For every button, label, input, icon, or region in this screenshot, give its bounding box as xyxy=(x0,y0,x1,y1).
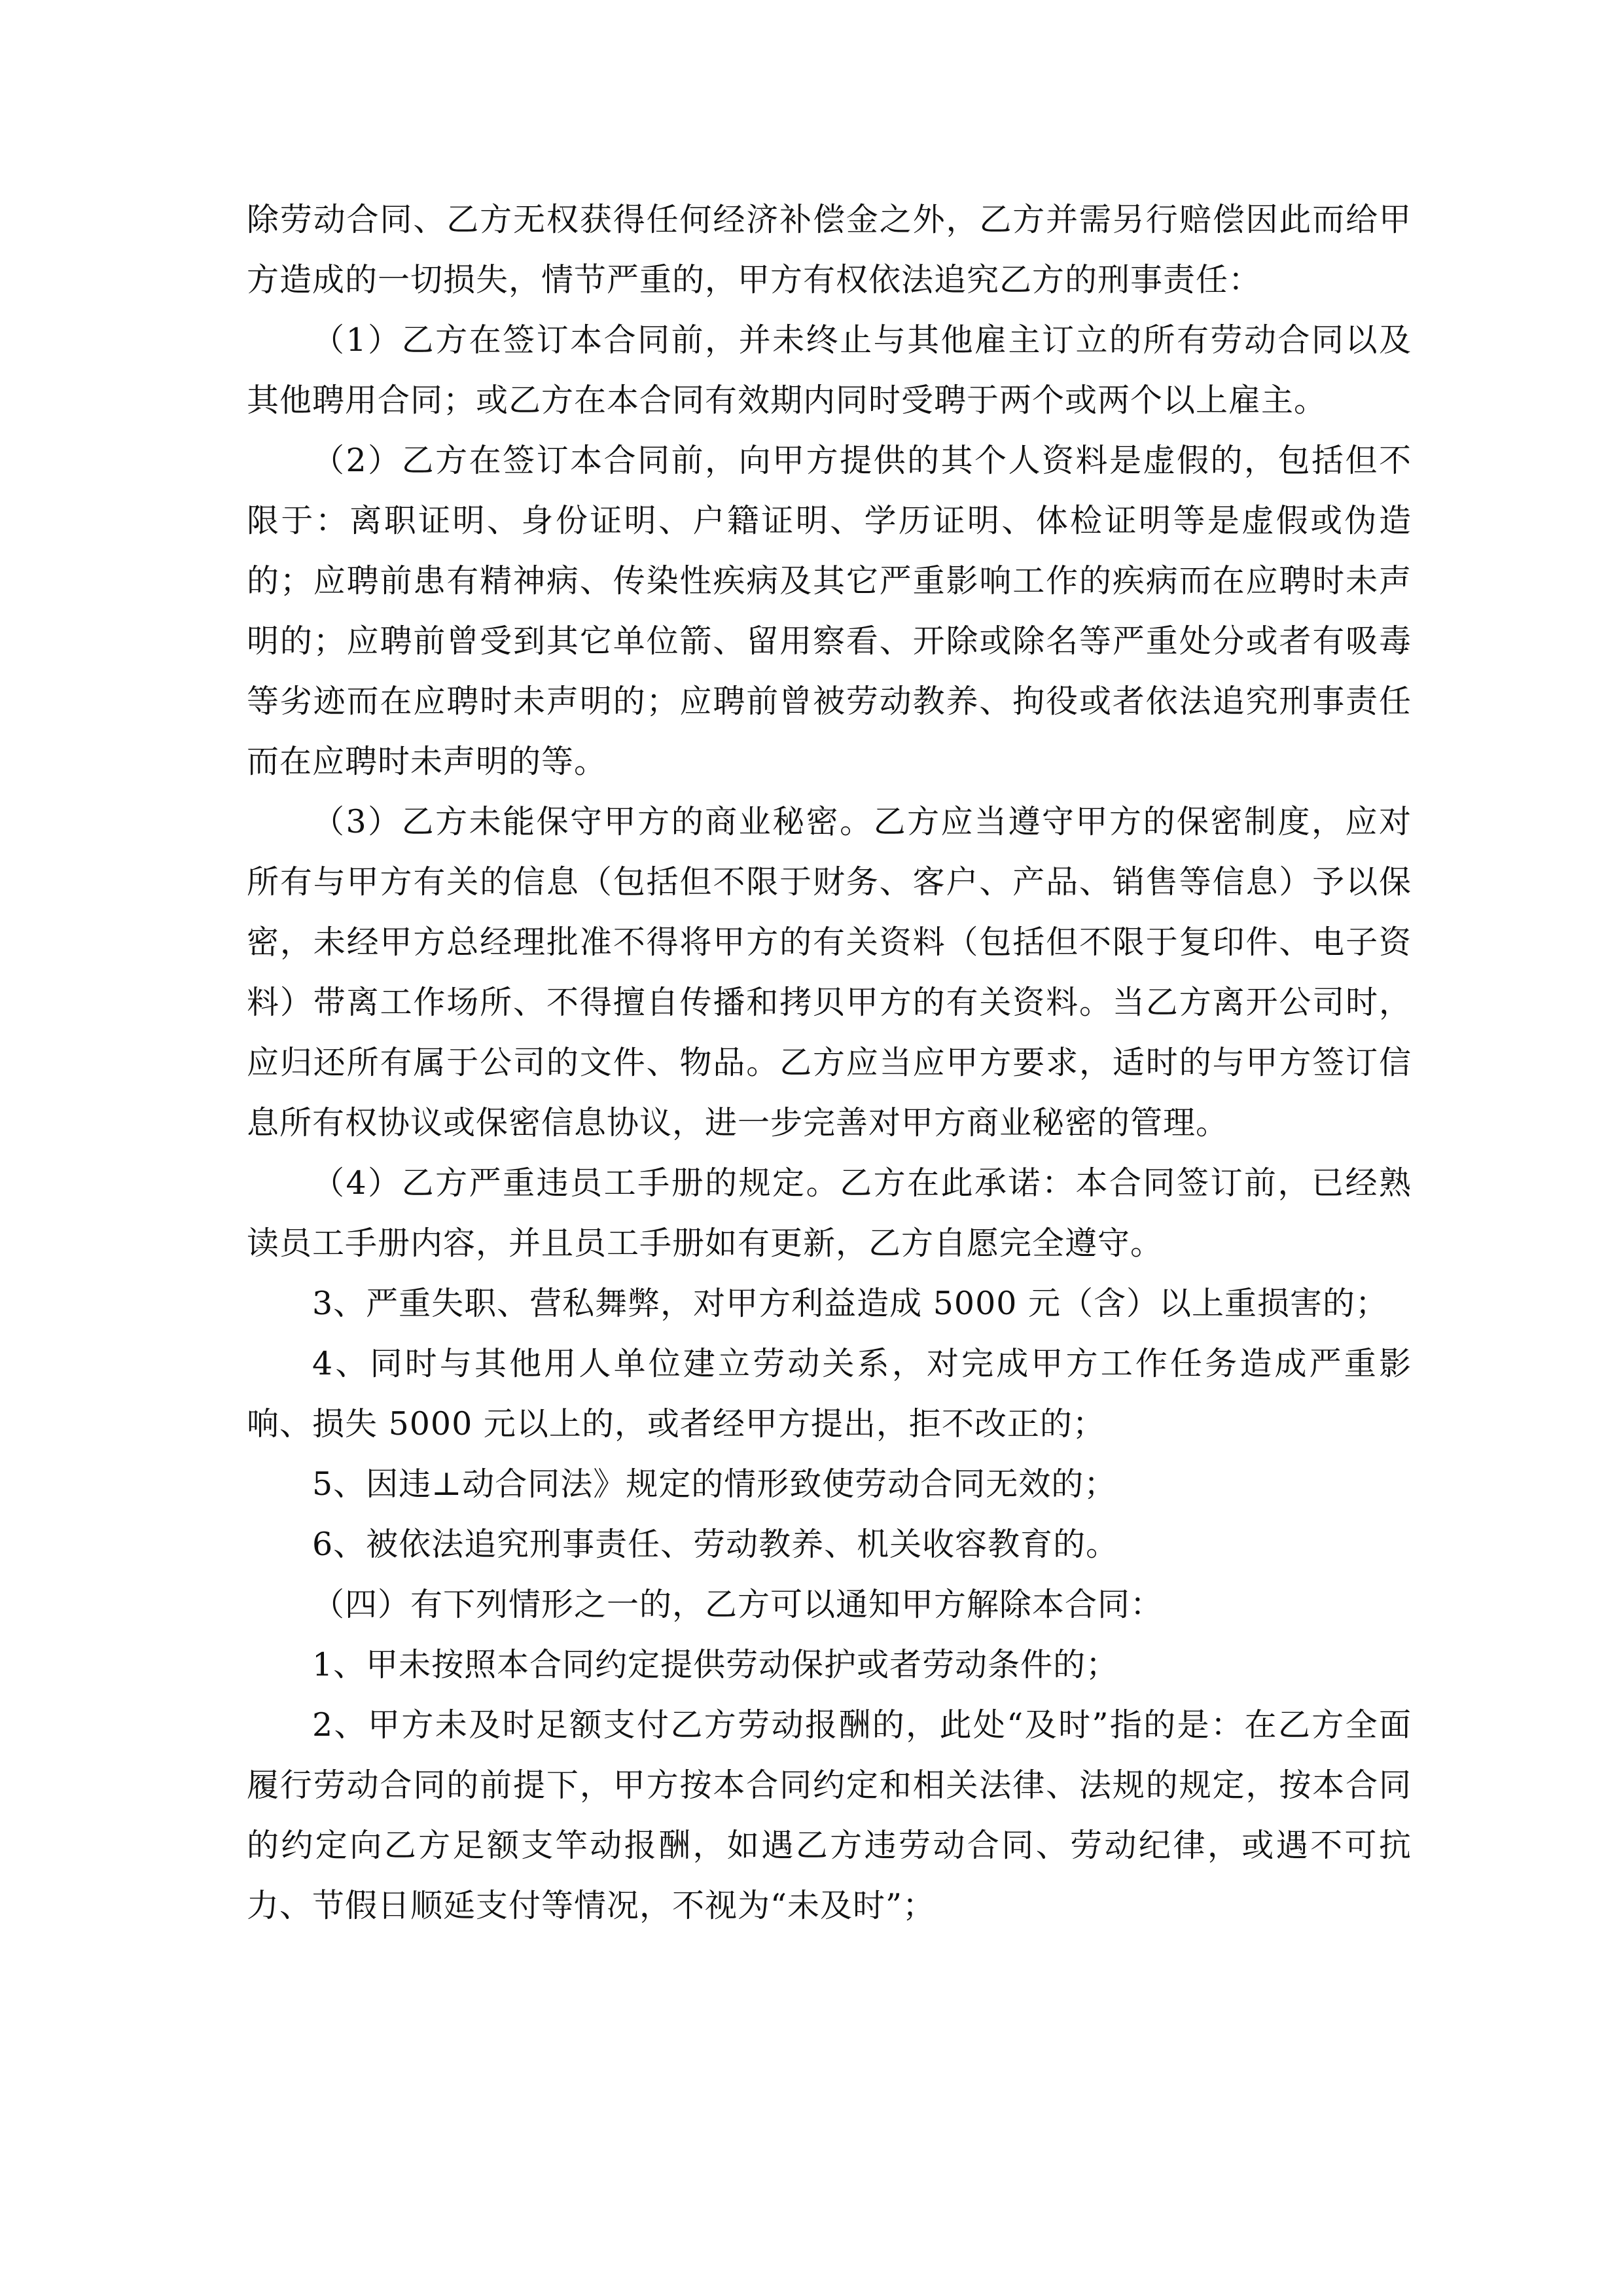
paragraph-item-4: （4）乙方严重违员工手册的规定。乙方在此承诺：本合同签订前，已经熟读员工手册内容，并且员工手册如有更新，乙方自愿完全遵守。 xyxy=(247,1164,1412,1262)
paragraph-item-2: （2）乙方在签订本合同前，向甲方提供的其个人资料是虚假的，包括但不限于：离职证明、身份证明、户籍证明、学历证明、体检证明等是虚假或伪造的；应聘前患有精神病、传染性疾病及其它严重影响工作的疾病而在应聘时未声明的；应聘前曾受到其它单位箭、留用察看、开除或除名等严重处分或者有吸毒等劣迹而在应聘时未声明的；应聘前曾被劳动教养、拘役或者依法追究刑事责任而在应聘时未声明的等。 xyxy=(247,442,1412,780)
paragraph-termination-1: 1、甲未按照本合同约定提供劳动保护或者劳动条件的； xyxy=(312,1646,1119,1683)
paragraph-clause-6: 6、被依法追究刑事责任、劳动教养、机关收容教育的。 xyxy=(312,1526,1119,1563)
paragraph-clause-4: 4、同时与其他用人单位建立劳动关系，对完成甲方工作任务造成严重影响、损失 5000 元以上的，或者经甲方提出，拒不改正的； xyxy=(247,1345,1412,1443)
paragraph-termination-2: 2、甲方未及时足额支付乙方劳动报酬的，此处“及时”指的是：在乙方全面履行劳动合同的前提下，甲方按本合同约定和相关法律、法规的规定，按本合同的约定向乙方足额支竿动报酬，如遇乙方违劳动合同、劳动纪律，或遇不可抗力、节假日顺延支付等情况，不视为“未及时”； xyxy=(247,1706,1412,1924)
paragraph-item-1: （1）乙方在签订本合同前，并未终止与其他雇主订立的所有劳动合同以及其他聘用合同；或乙方在本合同有效期内同时受聘于两个或两个以上雇主。 xyxy=(247,321,1412,419)
section-heading-4: （四）有下列情形之一的，乙方可以通知甲方解除本合同： xyxy=(312,1586,1164,1623)
paragraph-clause-5: 5、因违⊥动合同法》规定的情形致使劳动合同无效的； xyxy=(312,1465,1117,1503)
document-body xyxy=(247,190,1412,1936)
paragraph-clause-3: 3、严重失职、营私舞弊，对甲方利益造成 5000 元（含）以上重损害的； xyxy=(312,1285,1389,1322)
paragraph-compensation-clause: 除劳动合同、乙方无权获得任何经济补偿金之外，乙方并需另行赔偿因此而给甲方造成的一切损失，情节严重的，甲方有权依法追究乙方的刑事责任： xyxy=(247,201,1412,298)
paragraph-item-3: （3）乙方未能保守甲方的商业秘密。乙方应当遵守甲方的保密制度，应对所有与甲方有关的信息（包括但不限于财务、客户、产品、销售等信息）予以保密，未经甲方总经理批准不得将甲方的有关资料（包括但不限于复印件、电子资料）带离工作场所、不得擅自传播和拷贝甲方的有关资料。当乙方离开公司时，应归还所有属于公司的文件、物品。乙方应当应甲方要求，适时的与甲方签订信息所有权协议或保密信息协议，进一步完善对甲方商业秘密的管理。 xyxy=(247,803,1412,1141)
